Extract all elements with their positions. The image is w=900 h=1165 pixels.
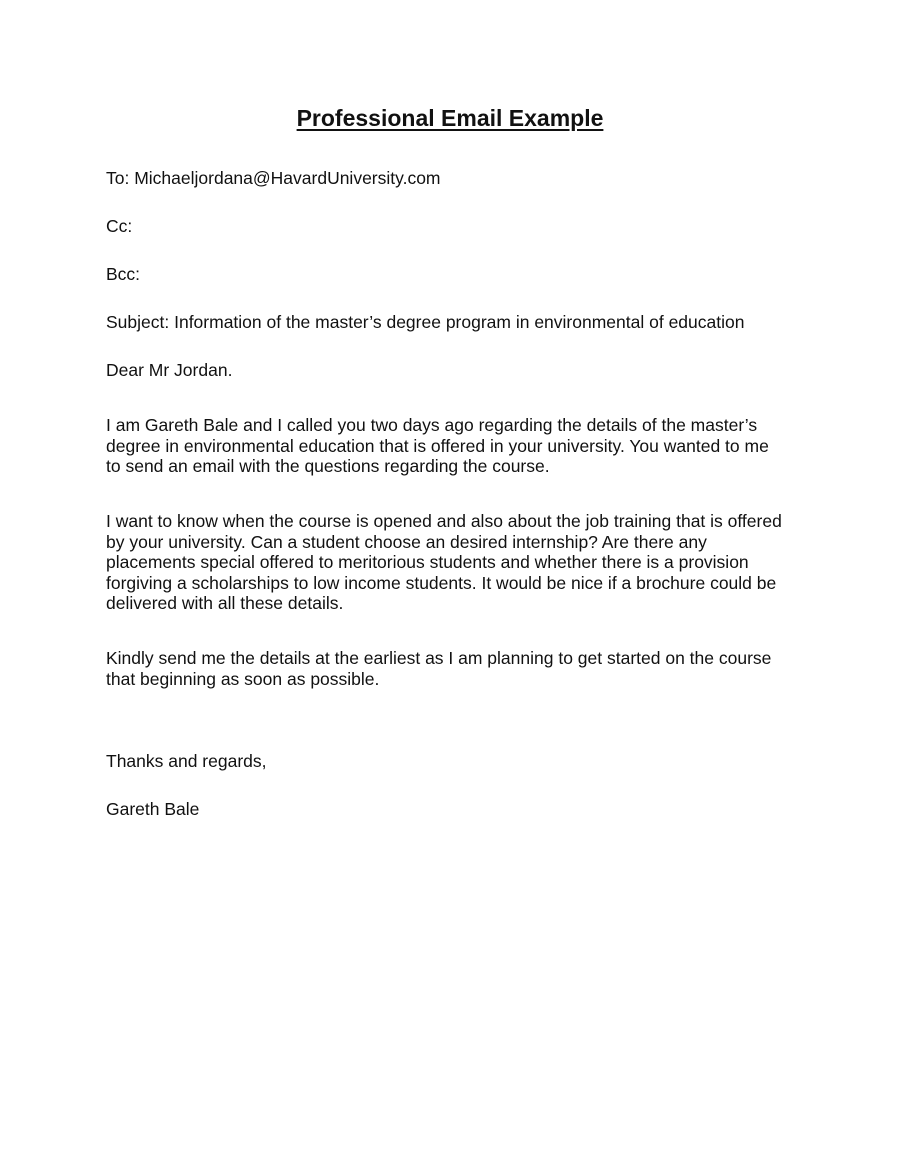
paragraph-line: by your university. Can a student choose an desired internship? Are there any	[106, 531, 707, 552]
to-line: To: Michaeljordana@HavardUniversity.com	[106, 168, 441, 188]
paragraph-line: to send an email with the questions regarding the course.	[106, 456, 550, 476]
body-paragraph-3	[106, 648, 806, 689]
subject-line: Subject: Information of the master’s degree program in environmental of education	[106, 312, 745, 332]
paragraph-line: that beginning as soon as possible.	[106, 668, 380, 689]
greeting-line: Dear Mr Jordan.	[106, 360, 233, 380]
signature-line: Gareth Bale	[106, 799, 200, 819]
paragraph-line: degree in environmental education that is offered in your university. You wanted to me	[106, 435, 769, 456]
body-paragraph-1	[106, 415, 806, 477]
paragraph-line: placements special offered to meritorious students and whether there is a provision	[106, 552, 749, 572]
paragraph-line: Kindly send me the details at the earliest as I am planning to get started on the course	[106, 648, 772, 668]
paragraph-line: I am Gareth Bale and I called you two days ago regarding the details of the master’s	[106, 415, 758, 435]
body-paragraph-2	[106, 511, 806, 614]
paragraph-line: forgiving a scholarships to low income students. It would be nice if a brochure could be	[106, 572, 777, 593]
cc-line: Cc:	[106, 216, 133, 236]
bcc-line: Bcc:	[106, 264, 141, 284]
document-title: Professional Email Example	[296, 105, 604, 131]
closing-line: Thanks and regards,	[106, 751, 267, 771]
paragraph-line: I want to know when the course is opened and also about the job training that is offered	[106, 511, 782, 531]
paragraph-line: delivered with all these details.	[106, 593, 344, 613]
